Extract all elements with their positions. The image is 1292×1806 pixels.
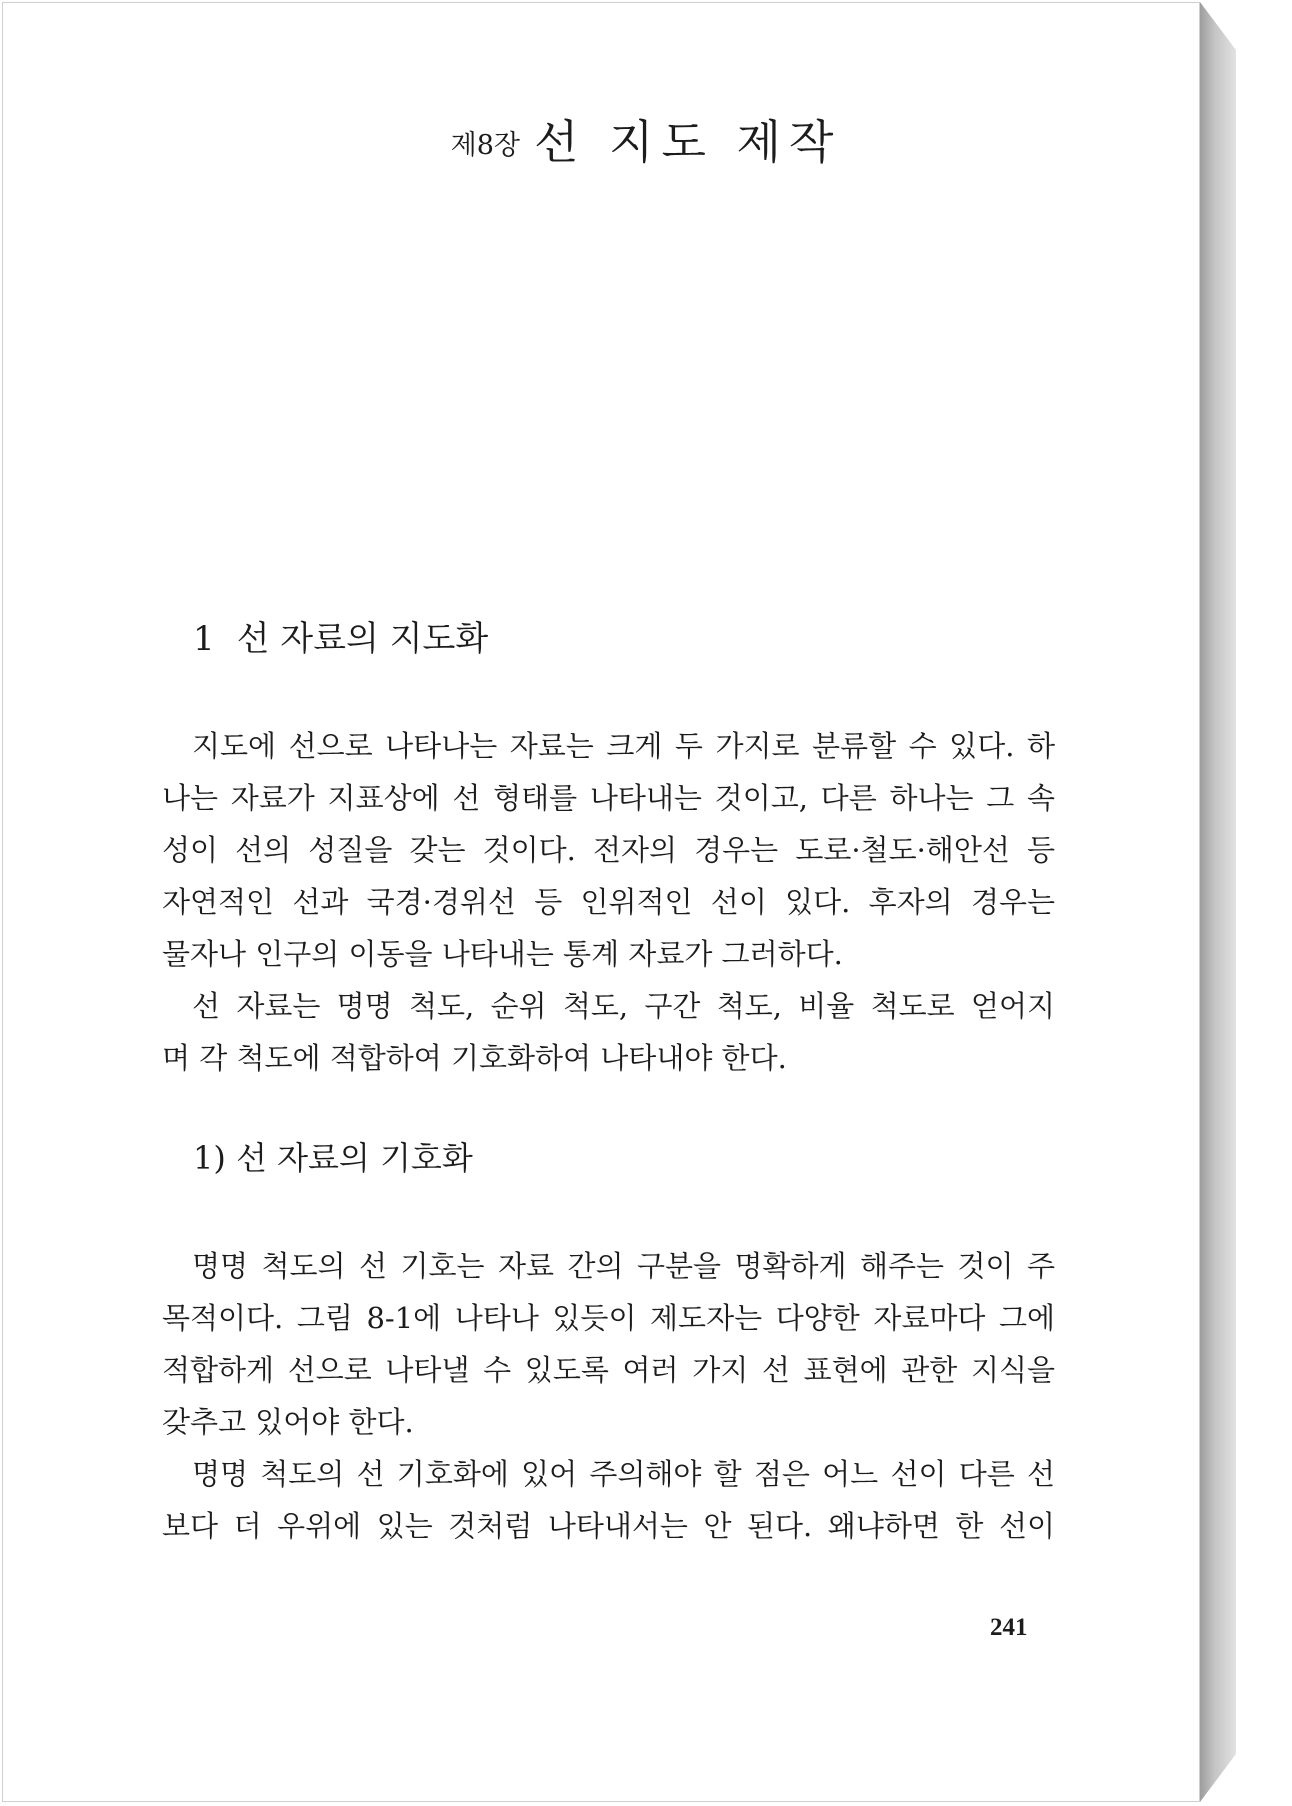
paragraph bbox=[162, 1448, 1055, 1552]
page-stack-edge bbox=[1200, 2, 1236, 1802]
text-line: 성이 선의 성질을 갖는 것이다. 전자의 경우는 도로·철도·해안선 등 bbox=[162, 833, 1055, 867]
paragraph bbox=[162, 980, 1055, 1084]
text-line: 명명 척도의 선 기호는 자료 간의 구분을 명확하게 해주는 것이 주 bbox=[192, 1249, 1055, 1283]
subsection-title: 선 자료의 기호화 bbox=[236, 1139, 473, 1177]
section-title: 선 자료의 지도화 bbox=[236, 619, 489, 659]
text-line: 명명 척도의 선 기호화에 있어 주의해야 할 점은 어느 선이 다른 선 bbox=[192, 1457, 1055, 1491]
paragraph bbox=[162, 720, 1055, 980]
text-line: 갖추고 있어야 한다. bbox=[162, 1405, 414, 1439]
subsection-number: 1) bbox=[193, 1139, 226, 1177]
page-number: 241 bbox=[990, 1614, 1028, 1641]
text-line: 지도에 선으로 나타나는 자료는 크게 두 가지로 분류할 수 있다. 하 bbox=[192, 729, 1055, 763]
text-line: 선 자료는 명명 척도, 순위 척도, 구간 척도, 비율 척도로 얻어지 bbox=[192, 989, 1055, 1023]
text-line: 보다 더 우위에 있는 것처럼 나타내서는 안 된다. 왜냐하면 한 선이 bbox=[162, 1509, 1055, 1543]
chapter-title-text: 선 지도 제작 bbox=[533, 115, 842, 169]
chapter-number: 제8장 bbox=[450, 130, 520, 161]
text-line: 나는 자료가 지표상에 선 형태를 나타내는 것이고, 다른 하나는 그 속 bbox=[162, 781, 1055, 815]
text-line: 며 각 척도에 적합하여 기호화하여 나타내야 한다. bbox=[162, 1041, 787, 1075]
section-heading bbox=[193, 615, 488, 663]
chapter-title bbox=[0, 112, 1292, 183]
paragraph bbox=[162, 1240, 1055, 1448]
text-line: 적합하게 선으로 나타낼 수 있도록 여러 가지 선 표현에 관한 지식을 bbox=[162, 1353, 1055, 1387]
section-number: 1 bbox=[193, 619, 215, 659]
subsection-heading bbox=[193, 1134, 473, 1182]
text-line: 목적이다. 그림 8-1에 나타나 있듯이 제도자는 다양한 자료마다 그에 bbox=[162, 1301, 1055, 1335]
text-line: 자연적인 선과 국경·경위선 등 인위적인 선이 있다. 후자의 경우는 bbox=[162, 885, 1055, 919]
text-line: 물자나 인구의 이동을 나타내는 통계 자료가 그러하다. bbox=[162, 937, 843, 971]
